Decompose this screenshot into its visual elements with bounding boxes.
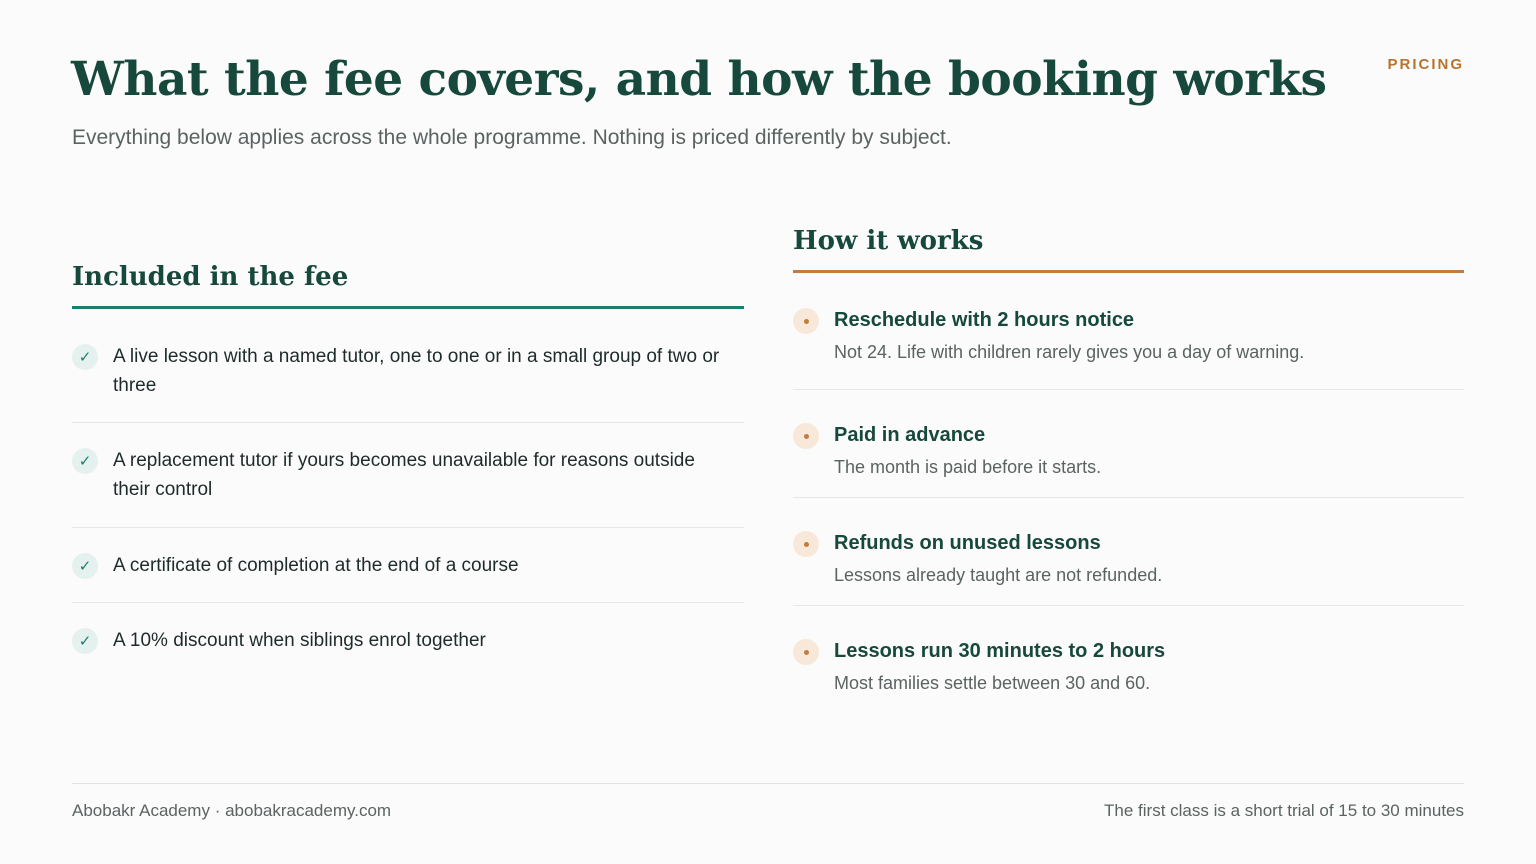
how-it-works-item [793,606,1464,714]
how-it-works-item-body [834,422,1101,478]
bullet-dot-icon [793,308,819,334]
footer-divider [72,783,1464,784]
page-subtitle: Everything below applies across the whole programme. Nothing is priced differently by subject. [72,126,952,149]
included-item-text: A 10% discount when siblings enrol together [113,630,486,651]
check-icon: ✓ [72,628,98,654]
page-title: What the fee covers, and how the booking works [71,52,1327,107]
section-eyebrow: PRICING [1387,56,1464,73]
check-icon: ✓ [72,553,98,579]
included-item [72,423,744,528]
footer-brand: Abobakr Academy · abobakracademy.com [72,801,392,820]
how-it-works-item-title: Refunds on unused lessons [834,532,1101,554]
footer-note: The first class is a short trial of 15 to 30 minutes [1104,801,1464,820]
included-item-text: A replacement tutor if yours becomes unavailable for reasons outside their control [113,450,695,500]
how-it-works-heading: How it works [793,226,1464,273]
check-icon: ✓ [72,344,98,370]
bullet-dot-icon [793,423,819,449]
included-item [72,309,744,423]
included-item-text: A live lesson with a named tutor, one to one or in a small group of two or three [113,346,720,396]
how-it-works-item-body [834,530,1162,586]
how-it-works-item-title: Reschedule with 2 hours notice [834,309,1135,331]
check-icon: ✓ [72,448,98,474]
how-it-works-item-title: Paid in advance [834,424,986,446]
how-it-works-item-body [834,638,1165,694]
how-it-works-item-desc: Most families settle between 30 and 60. [834,673,1151,693]
bullet-dot-icon [793,639,819,665]
included-section [72,262,744,678]
how-it-works-item-title: Lessons run 30 minutes to 2 hours [834,640,1166,662]
included-item [72,528,744,603]
how-it-works-item-body [834,307,1304,363]
how-it-works-item [793,273,1464,390]
included-list [72,309,744,678]
bullet-dot-icon [793,531,819,557]
how-it-works-item-desc: Lessons already taught are not refunded. [834,565,1163,585]
included-item-text: A certificate of completion at the end of a course [113,555,519,576]
how-it-works-section [793,226,1464,714]
how-it-works-item-desc: The month is paid before it starts. [834,457,1102,477]
how-it-works-item [793,390,1464,498]
included-item [72,603,744,678]
included-heading: Included in the fee [72,262,744,309]
how-it-works-item [793,498,1464,606]
how-it-works-item-desc: Not 24. Life with children rarely gives you a day of warning. [834,342,1305,362]
how-it-works-list [793,273,1464,714]
